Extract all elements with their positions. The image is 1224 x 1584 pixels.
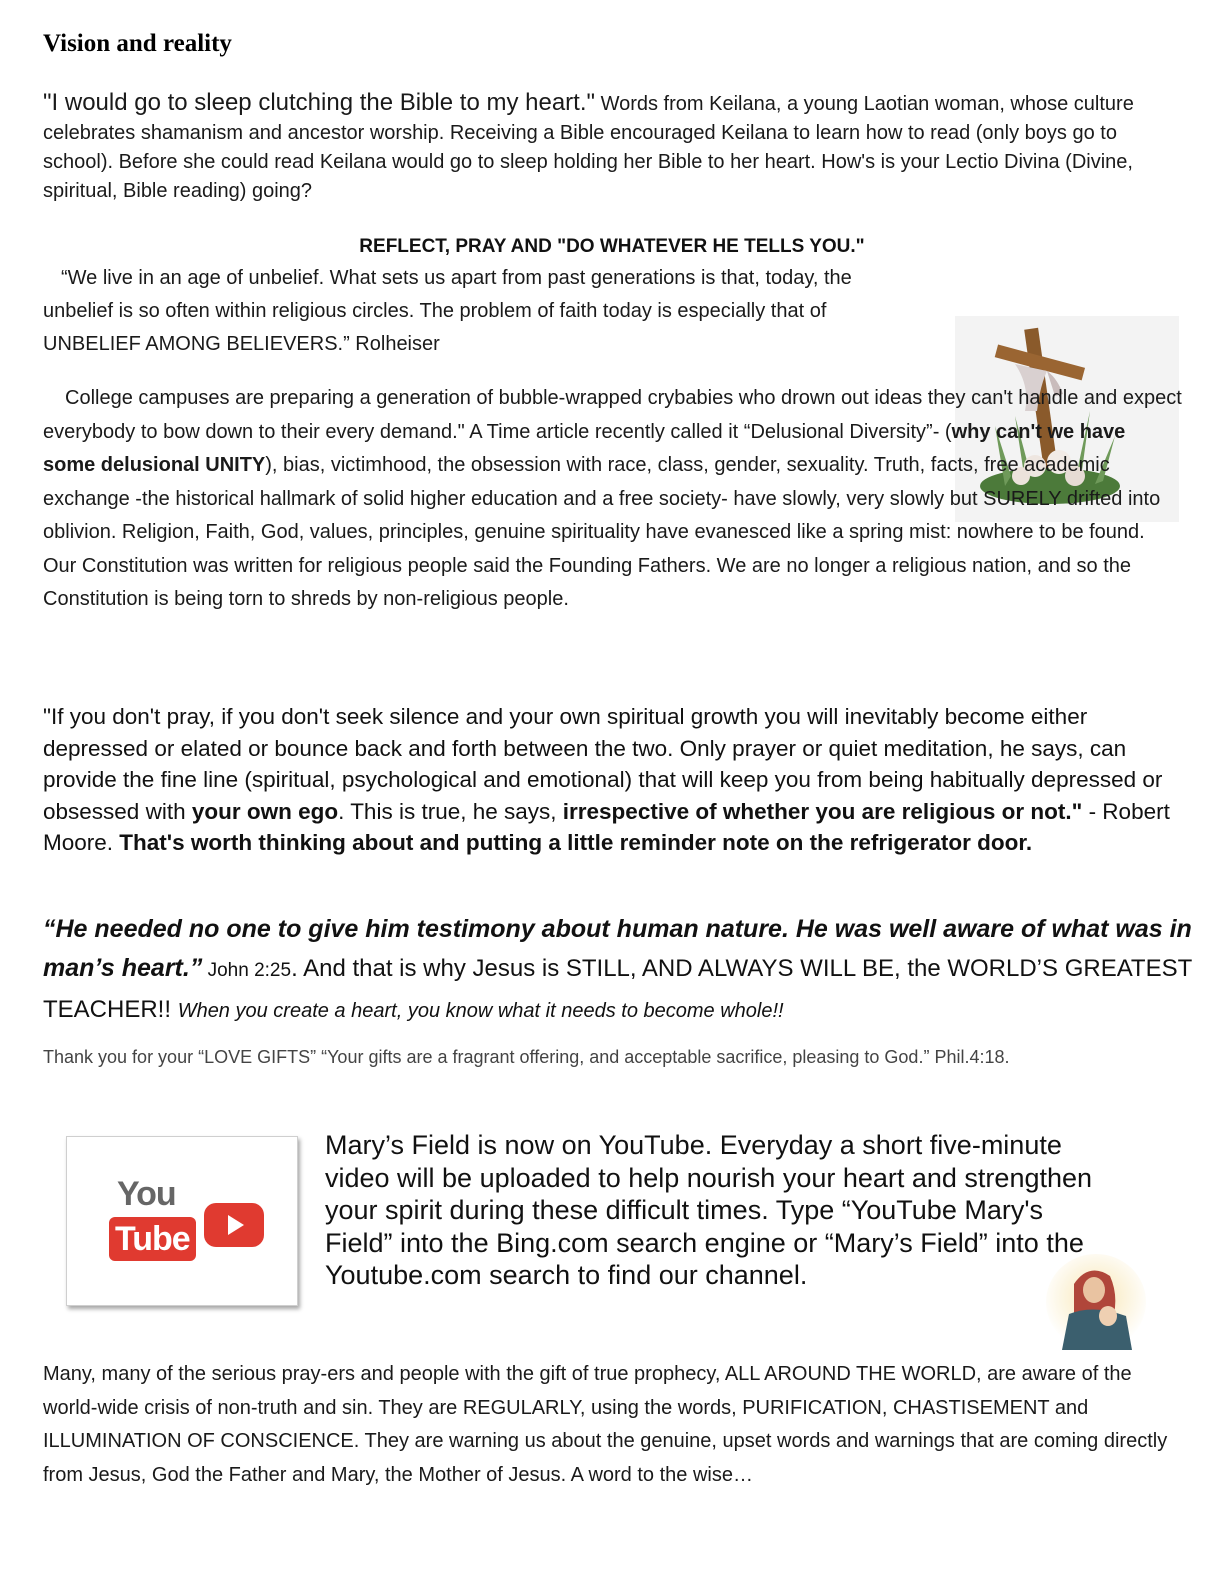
keilana-paragraph [43,88,1188,206]
moore-text-a: "If you don't pray, if you don't seek silence and your own spiritual growth you will inevitably become either depressed or elated or bounce back and forth between the two. Only prayer or quiet meditation, he says, can provide the fine line (spiritual, psychological and emotional) that will keep you from being habitually depressed or obsessed with [43,704,1163,824]
play-icon [204,1203,264,1247]
john-quote: “He needed no one to give him testimony about human nature. He was well aware of what was in man’s heart.” [43,915,1192,982]
john-paragraph [43,910,1203,1031]
john-reference: John 2:25 [202,960,292,981]
moore-text-c: . This is true, he says, [338,798,563,824]
youtube-logo-tube: Tube [109,1217,196,1261]
youtube-logo-you: You [117,1175,176,1213]
own-ego-text: your own ego [191,798,339,824]
keilana-text: Words from Keilana, a young Laotian woman, whose culture celebrates shamanism and ancestor worship. Receiving a Bible encouraged Keilana to learn how to read (only boys go to school). Before she could read Keilana would go to sleep holding her Bible to her heart. How's is your Lectio Divina (Divine, spiritual, Bible reading) going? [43,93,1134,202]
prophecy-paragraph: Many, many of the serious pray-ers and people with the gift of true prophecy, ALL AROUND THE WORLD, are aware of the world-wide crisis of non-truth and sin. They are REGULARLY, using the words, PURIFICATION, CHASTISEMENT and ILLUMINATION OF CONSCIENCE. They are warning us about the genuine, upset words and warnings that are coming directly from Jesus, God the Father and Mary, the Mother of Jesus. A word to the wise… [43,1363,1168,1486]
section-heading: REFLECT, PRAY AND "DO WHATEVER HE TELLS YOU." [359,236,865,257]
page-title: Vision and reality [43,30,232,57]
mary-and-child-image [1044,1254,1148,1354]
moore-attribution: - Robert Moore. [43,798,1170,855]
delusional-unity-text: why can't we have some delusional UNITY [43,420,1126,476]
heart-whole-text: When you create a heart, you know what it needs to become whole!! [177,1000,784,1022]
refrigerator-note-text: That's worth thinking about and putting a little reminder note on the refrigerator door. [119,830,1033,855]
love-gifts-thanks: Thank you for your “LOVE GIFTS” “Your gifts are a fragrant offering, and acceptable sacrifice, pleasing to God.” Phil.4:18. [43,1047,1010,1067]
madonna-icon [1044,1254,1148,1354]
youtube-logo[interactable] [66,1136,298,1306]
college-text-c: ), bias, victimhood, the obsession with race, class, gender, sexuality. Truth, facts, free academic exchange -the historical hallmark of solid higher education and a free society- have slowly, very slowly but SURELY drifted into oblivion. Religion, Faith, God, values, principles, genuine spirituality have evanesced like a spring mist: nowhere to be found. Our Constitution was written for religious people said the Founding Fathers. We are no longer a religious nation, and so the Constitution is being torn to shreds by non-religious people. [43,454,1161,610]
college-text-a: College campuses are preparing a generation of bubble-wrapped crybabies who drown out ideas they can't handle and expect everybody to bow down to their every demand." A Time article recently called it “Delusional Diversity”- ( [43,387,1182,443]
rolheiser-quote: “We live in an age of unbelief. What sets us apart from past generations is that, today, the unbelief is so often within religious circles. The problem of faith today is especially that of UNBELIEF AMONG BELIEVERS.” Rolheiser [43,267,852,355]
keilana-quote: "I would go to sleep clutching the Bible to my heart." [43,89,596,116]
college-paragraph [43,382,1183,617]
greatest-teacher-text: . And that is why Jesus is STILL, AND ALWAYS WILL BE, the WORLD’S GREATEST TEACHER!! [43,955,1192,1023]
irrespective-text: irrespective of whether you are religious or not." [562,798,1083,824]
robert-moore-paragraph [43,701,1173,859]
youtube-announcement: Mary’s Field is now on YouTube. Everyday a short five-minute video will be uploaded to help nourish your heart and strengthen your spirit during these difficult times. Type “YouTube Mary's Field” into the Bing.com search engine or “Mary’s Field” into the Youtube.com search to find our channel. [325,1130,1093,1290]
